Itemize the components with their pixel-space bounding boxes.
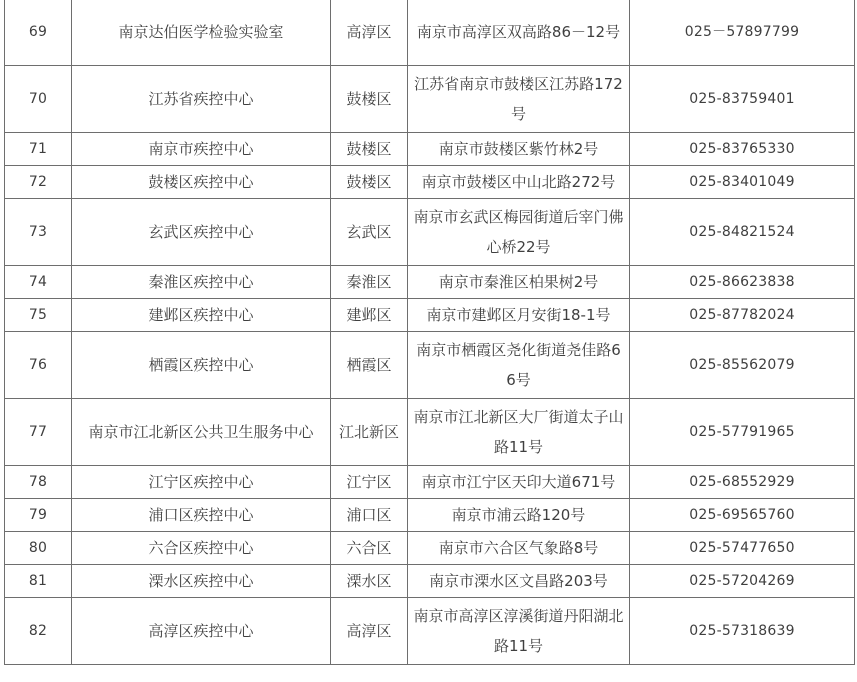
institution-name-cell: 栖霞区疾控中心 [72, 332, 331, 399]
row-number-cell: 79 [5, 499, 72, 532]
institution-name-cell: 六合区疾控中心 [72, 532, 331, 565]
institution-name-cell: 江宁区疾控中心 [72, 466, 331, 499]
address-cell: 南京市六合区气象路8号 [408, 532, 630, 565]
address-cell: 江苏省南京市鼓楼区江苏路172号 [408, 66, 630, 133]
phone-cell: 025-69565760 [630, 499, 855, 532]
phone-cell: 025-57318639 [630, 598, 855, 665]
table-row [5, 0, 855, 66]
address-cell: 南京市鼓楼区中山北路272号 [408, 166, 630, 199]
district-cell: 鼓楼区 [331, 166, 408, 199]
table-row [5, 266, 855, 299]
district-cell: 鼓楼区 [331, 133, 408, 166]
address-cell: 南京市鼓楼区紫竹林2号 [408, 133, 630, 166]
table-row [5, 133, 855, 166]
table-row [5, 565, 855, 598]
row-number-cell: 71 [5, 133, 72, 166]
district-cell: 高淳区 [331, 0, 408, 66]
row-number-cell: 73 [5, 199, 72, 266]
address-cell: 南京市栖霞区尧化街道尧佳路66号 [408, 332, 630, 399]
row-number-cell: 74 [5, 266, 72, 299]
table-row [5, 299, 855, 332]
table-row [5, 399, 855, 466]
district-cell: 秦淮区 [331, 266, 408, 299]
institution-name-cell: 浦口区疾控中心 [72, 499, 331, 532]
institution-name-cell: 南京达伯医学检验实验室 [72, 0, 331, 66]
table-row [5, 499, 855, 532]
row-number-cell: 81 [5, 565, 72, 598]
phone-cell: 025-57477650 [630, 532, 855, 565]
phone-cell: 025-68552929 [630, 466, 855, 499]
table-row [5, 66, 855, 133]
table-row [5, 598, 855, 665]
institution-name-cell: 南京市疾控中心 [72, 133, 331, 166]
row-number-cell: 76 [5, 332, 72, 399]
district-cell: 江北新区 [331, 399, 408, 466]
row-number-cell: 77 [5, 399, 72, 466]
phone-cell: 025-57204269 [630, 565, 855, 598]
district-cell: 玄武区 [331, 199, 408, 266]
address-cell: 南京市高淳区淳溪街道丹阳湖北路11号 [408, 598, 630, 665]
table-row [5, 466, 855, 499]
district-cell: 溧水区 [331, 565, 408, 598]
testing-institutions-table [4, 0, 855, 665]
address-cell: 南京市溧水区文昌路203号 [408, 565, 630, 598]
address-cell: 南京市江北新区大厂街道太子山路11号 [408, 399, 630, 466]
address-cell: 南京市江宁区天印大道671号 [408, 466, 630, 499]
address-cell: 南京市浦云路120号 [408, 499, 630, 532]
table-row [5, 532, 855, 565]
phone-cell: 025-83401049 [630, 166, 855, 199]
address-cell: 南京市高淳区双高路86－12号 [408, 0, 630, 66]
institution-name-cell: 高淳区疾控中心 [72, 598, 331, 665]
address-cell: 南京市秦淮区柏果树2号 [408, 266, 630, 299]
district-cell: 高淳区 [331, 598, 408, 665]
phone-cell: 025-83765330 [630, 133, 855, 166]
phone-cell: 025-84821524 [630, 199, 855, 266]
institution-name-cell: 秦淮区疾控中心 [72, 266, 331, 299]
table-body [5, 0, 855, 665]
address-cell: 南京市玄武区梅园街道后宰门佛心桥22号 [408, 199, 630, 266]
institution-name-cell: 玄武区疾控中心 [72, 199, 331, 266]
phone-cell: 025-57791965 [630, 399, 855, 466]
phone-cell: 025-87782024 [630, 299, 855, 332]
district-cell: 浦口区 [331, 499, 408, 532]
institution-name-cell: 南京市江北新区公共卫生服务中心 [72, 399, 331, 466]
row-number-cell: 70 [5, 66, 72, 133]
table-row [5, 332, 855, 399]
row-number-cell: 78 [5, 466, 72, 499]
district-cell: 六合区 [331, 532, 408, 565]
district-cell: 栖霞区 [331, 332, 408, 399]
phone-cell: 025－57897799 [630, 0, 855, 66]
row-number-cell: 75 [5, 299, 72, 332]
district-cell: 建邺区 [331, 299, 408, 332]
district-cell: 江宁区 [331, 466, 408, 499]
row-number-cell: 82 [5, 598, 72, 665]
table-row [5, 166, 855, 199]
row-number-cell: 80 [5, 532, 72, 565]
phone-cell: 025-86623838 [630, 266, 855, 299]
address-cell: 南京市建邺区月安街18-1号 [408, 299, 630, 332]
row-number-cell: 69 [5, 0, 72, 66]
institution-name-cell: 建邺区疾控中心 [72, 299, 331, 332]
institution-name-cell: 溧水区疾控中心 [72, 565, 331, 598]
table-row [5, 199, 855, 266]
phone-cell: 025-85562079 [630, 332, 855, 399]
phone-cell: 025-83759401 [630, 66, 855, 133]
row-number-cell: 72 [5, 166, 72, 199]
institution-name-cell: 鼓楼区疾控中心 [72, 166, 331, 199]
institution-name-cell: 江苏省疾控中心 [72, 66, 331, 133]
district-cell: 鼓楼区 [331, 66, 408, 133]
